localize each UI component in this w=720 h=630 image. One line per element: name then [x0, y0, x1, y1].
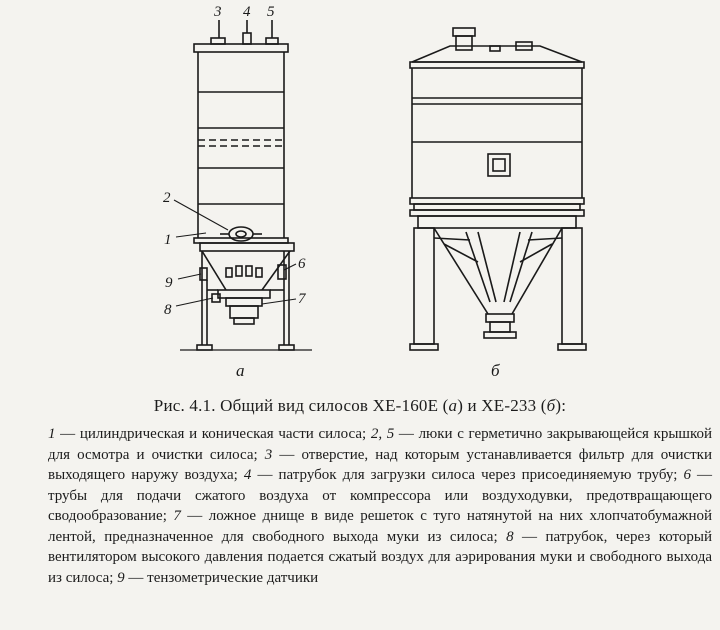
legend-num: 2, 5: [370, 426, 395, 442]
sublabel-a: а: [236, 361, 245, 380]
legend-text: — люки с герметично закрывающейся крышкой для осмотра и очистки силоса;: [48, 426, 713, 463]
caption-middle: ) и ХЕ-233 (: [457, 396, 547, 415]
legend-text: — трубы для подачи сжатого воздуха от компрессора или воздуходувки, предотвращающего сводообразование;: [48, 467, 712, 524]
callout-9: 9: [165, 275, 173, 291]
callout-4: 4: [243, 4, 251, 20]
callout-2: 2: [163, 190, 171, 206]
legend-num: 1: [48, 426, 56, 442]
figure-legend: [48, 424, 712, 588]
legend-num: 8: [506, 528, 514, 545]
callout-3: 3: [214, 4, 222, 20]
figure-caption: [0, 396, 720, 416]
caption-prefix: Рис. 4.1. Общий вид силосов ХЕ-160Е (: [153, 396, 449, 415]
legend-num: 3: [264, 446, 273, 463]
legend-text: — тензометрические датчики: [124, 569, 319, 586]
legend-num: 6: [683, 467, 691, 483]
legend-num: 9: [117, 569, 125, 586]
legend-num: 7: [173, 508, 181, 524]
legend-text: — ложное днище в виде решеток с туго натянутой на них хлопчатобумажной лентой, предназначенное для свободного выхода муки из силоса;: [48, 508, 712, 545]
legend-text: — отверстие, над которым устанавливается фильтр для очистки выходящего наружу воздуха;: [48, 446, 712, 483]
silo-b-drawing: [410, 28, 586, 350]
legend-text: — патрубок, через который вентилятором высокого давления подается сжатый воздух для аэрирования муки и свободного выхода из силоса;: [48, 528, 712, 586]
legend-text: — патрубок для загрузки силоса через присоединяемую трубу;: [251, 467, 684, 483]
callout-8: 8: [164, 302, 172, 318]
callout-7: 7: [298, 291, 306, 307]
caption-suffix: ):: [555, 396, 567, 415]
callout-1: 1: [164, 232, 172, 248]
callout-6: 6: [298, 256, 306, 272]
callout-5: 5: [267, 4, 275, 20]
caption-a: а: [448, 396, 458, 415]
silo-a-drawing: [174, 20, 312, 350]
sublabel-b: б: [491, 361, 500, 380]
caption-b: б: [546, 396, 556, 415]
legend-num: 4: [243, 467, 252, 483]
legend-text: — цилиндрическая и коническая части силоса;: [55, 426, 371, 442]
